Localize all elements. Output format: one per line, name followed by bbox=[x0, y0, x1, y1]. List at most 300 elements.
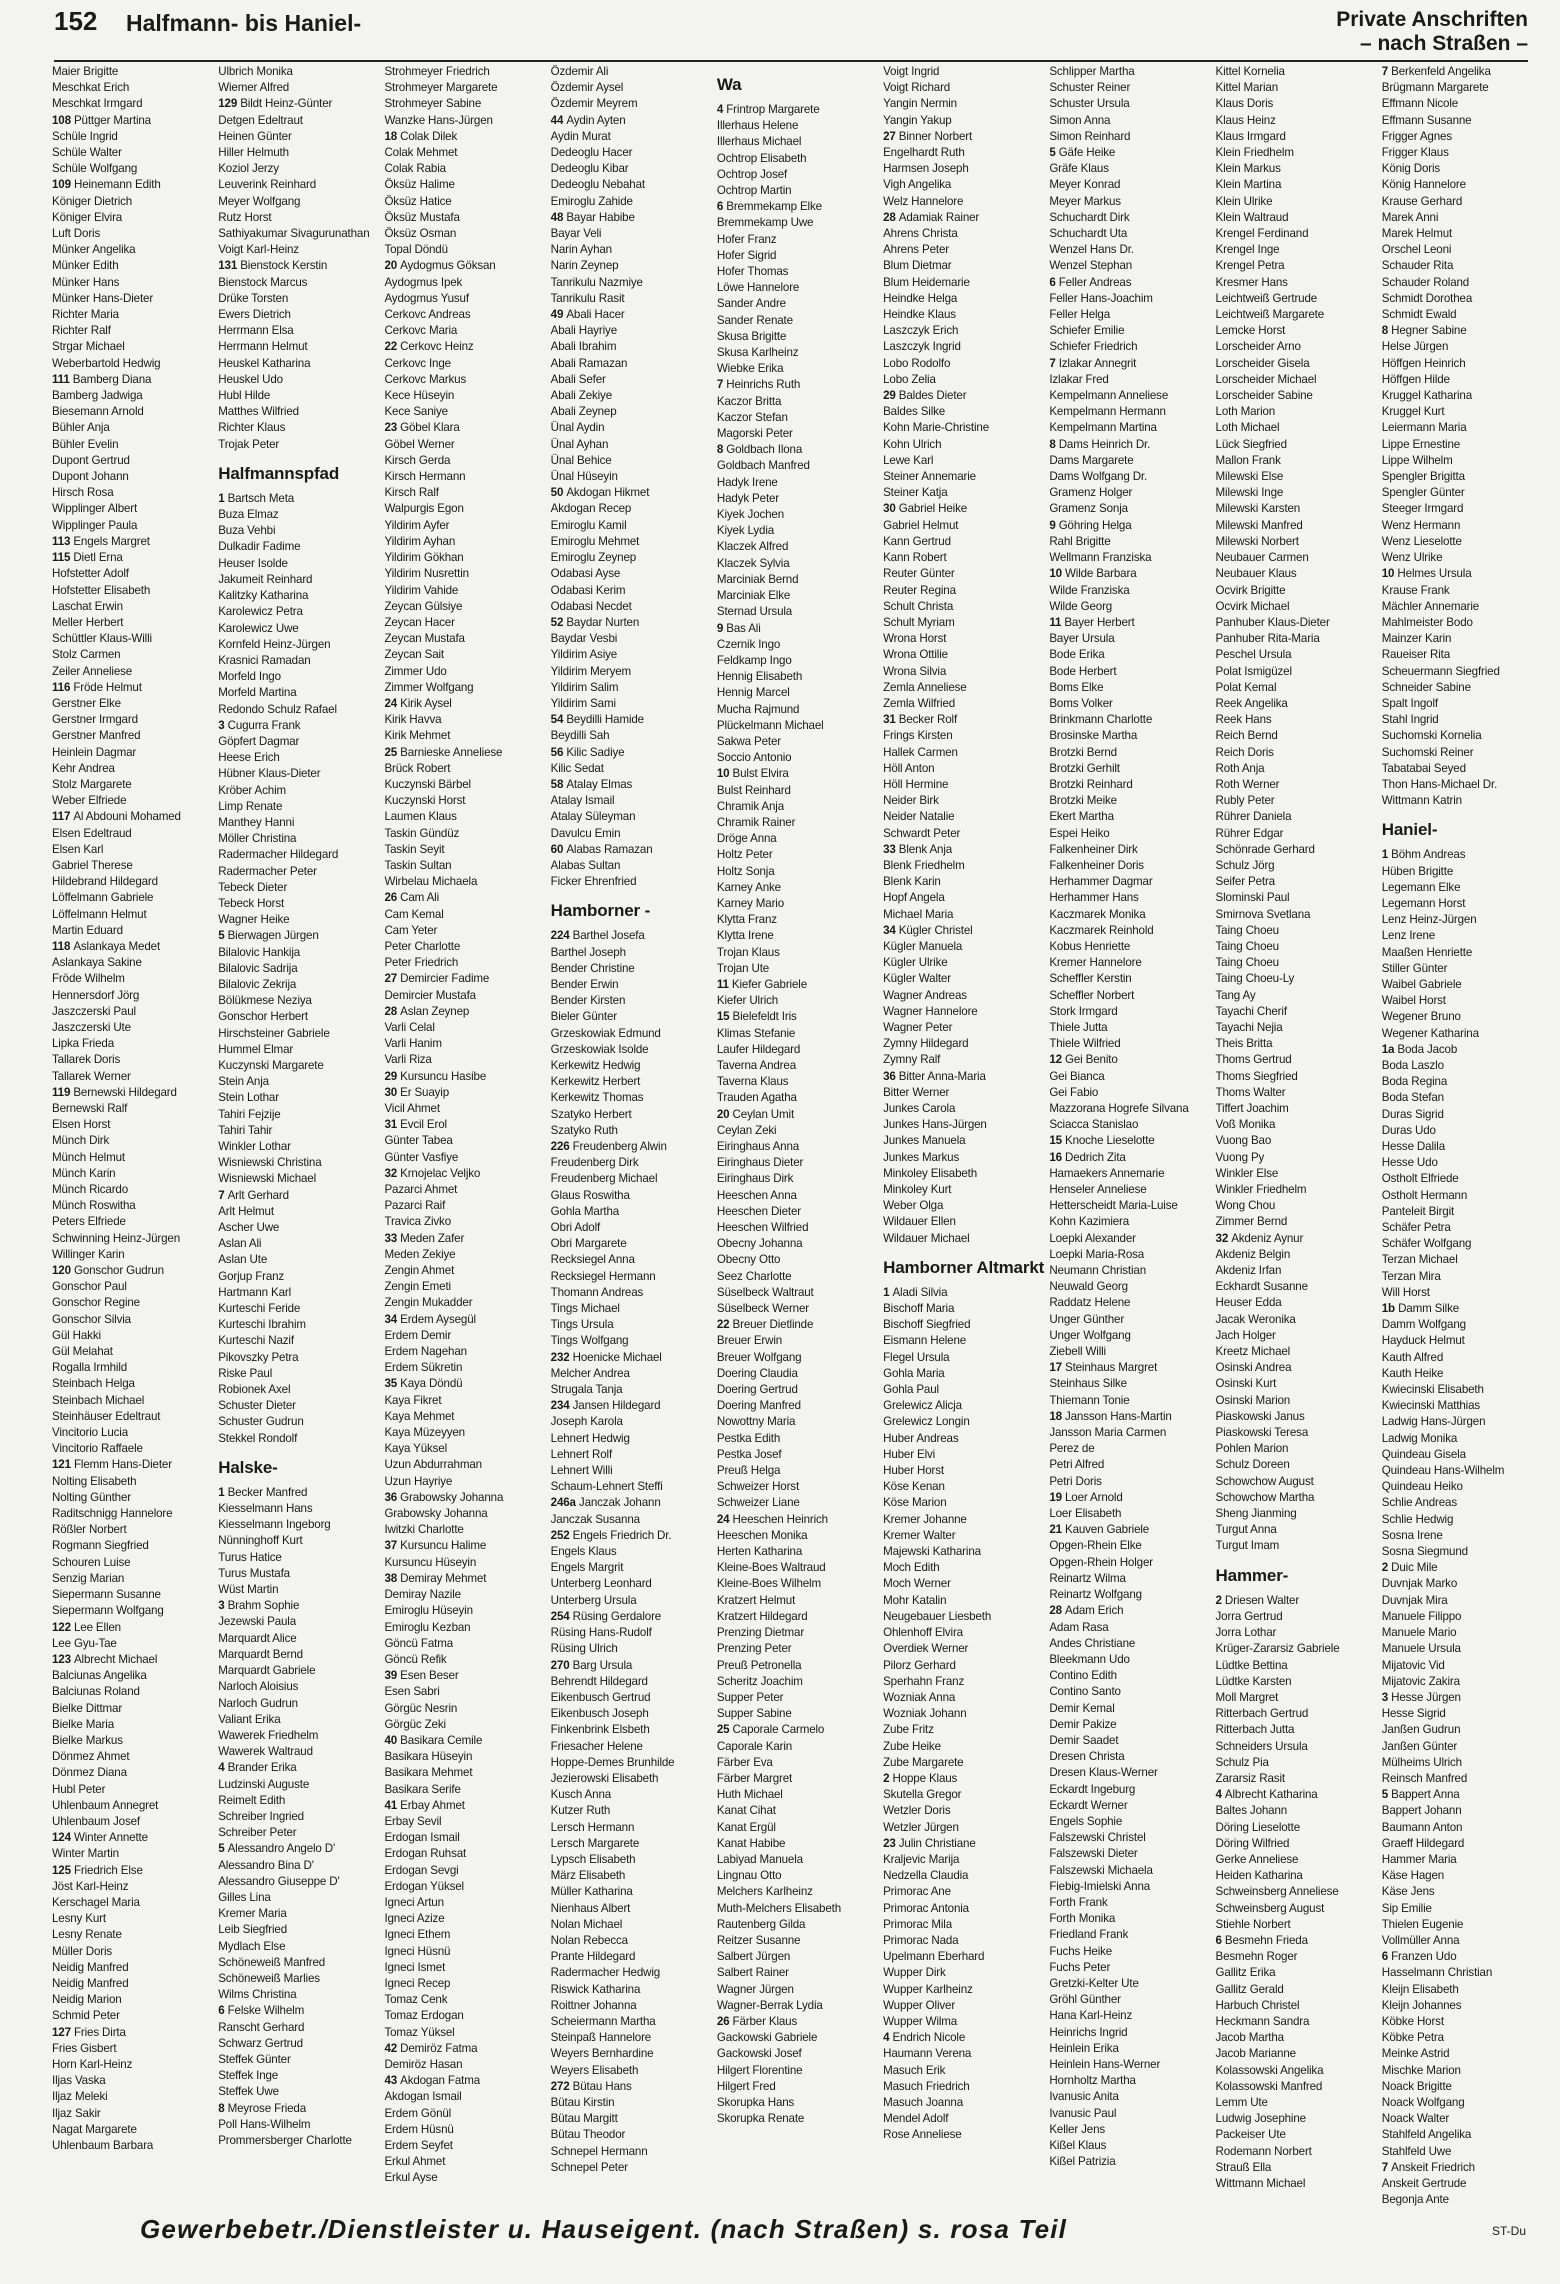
directory-entry: Kaya Yüksel bbox=[384, 1442, 448, 1456]
directory-entry: Lypsch Elisabeth bbox=[550, 1852, 636, 1866]
directory-entry: Primorac Antonia bbox=[883, 1901, 969, 1915]
directory-entry: Skusa Brigitte bbox=[716, 329, 787, 343]
resident-name: Bayer Herbert bbox=[1064, 615, 1135, 629]
directory-entry: Göncü Fatma bbox=[384, 1636, 454, 1650]
directory-entry: Tanrikulu Rasit bbox=[550, 291, 625, 305]
directory-entry: Joseph Karola bbox=[550, 1415, 623, 1429]
directory-entry: Kanat Ergül bbox=[716, 1820, 776, 1834]
directory-entry: Klaczek Sylvia bbox=[716, 556, 790, 570]
directory-entry: Taing Choeu bbox=[1215, 923, 1279, 937]
directory-entry bbox=[883, 129, 1043, 145]
directory-entry: Abali Ibrahim bbox=[550, 340, 617, 354]
resident-name: Göbel Klara bbox=[400, 421, 460, 435]
directory-entry: Maaßen Henriette bbox=[1381, 945, 1473, 959]
resident-name: Gonschor Gudrun bbox=[73, 1264, 164, 1278]
directory-columns bbox=[52, 64, 1542, 2207]
house-number: 10 bbox=[716, 767, 733, 781]
directory-entry bbox=[52, 177, 212, 193]
house-number: 125 bbox=[52, 1863, 74, 1877]
directory-entry: Reinsch Manfred bbox=[1381, 1771, 1468, 1785]
directory-entry: Simon Anna bbox=[1049, 113, 1111, 127]
house-number: 15 bbox=[1049, 1134, 1065, 1148]
directory-entry: Duras Sigrid bbox=[1381, 1107, 1444, 1121]
house-number: 30 bbox=[883, 502, 899, 516]
directory-entry: Siepermann Wolfgang bbox=[52, 1604, 164, 1618]
resident-name: Abali Hacer bbox=[566, 308, 625, 322]
directory-entry: Baydar Vesbi bbox=[550, 632, 618, 646]
directory-entry: Kleine-Boes Waltraud bbox=[716, 1561, 826, 1575]
resident-name: Hesse Jürgen bbox=[1391, 1690, 1461, 1704]
directory-entry: Harmsen Joseph bbox=[883, 162, 969, 176]
directory-entry: Mainzer Karin bbox=[1381, 632, 1452, 646]
directory-entry: Heuskel Udo bbox=[218, 372, 283, 386]
page-range: Halfmann- bis Haniel- bbox=[126, 10, 362, 36]
directory-entry: Tings Ursula bbox=[550, 1318, 614, 1332]
directory-entry: Rogmann Siegfried bbox=[52, 1539, 149, 1553]
directory-entry: Schowchow August bbox=[1215, 1474, 1314, 1488]
directory-entry: Schult Myriam bbox=[883, 615, 955, 629]
directory-entry bbox=[1049, 1052, 1209, 1068]
directory-entry: Hirschsteiner Gabriele bbox=[218, 1026, 330, 1040]
directory-entry: Packeiser Ute bbox=[1215, 2128, 1286, 2142]
directory-entry: Kehr Andrea bbox=[52, 761, 115, 775]
directory-entry: Roittner Johanna bbox=[550, 1998, 637, 2012]
directory-entry: Taverna Klaus bbox=[716, 1075, 789, 1089]
directory-entry: Höffgen Heinrich bbox=[1381, 356, 1466, 370]
house-number: 224 bbox=[550, 929, 573, 943]
directory-entry: Wrona Silvia bbox=[883, 664, 947, 678]
directory-entry: Grzeskowiak Edmund bbox=[550, 1026, 661, 1040]
directory-entry bbox=[551, 1139, 711, 1155]
house-number: 10 bbox=[1381, 567, 1398, 581]
directory-entry: Marek Anni bbox=[1381, 210, 1439, 224]
directory-entry: Taing Choeu bbox=[1215, 956, 1279, 970]
directory-entry: Schuster Reiner bbox=[1049, 81, 1131, 95]
resident-name: Erbay Ahmet bbox=[400, 1798, 465, 1812]
house-number: 8 bbox=[1049, 437, 1059, 451]
directory-entry: Gretzki-Kelter Ute bbox=[1049, 1976, 1139, 1990]
resident-name: Fröde Helmut bbox=[73, 680, 142, 694]
resident-name: Julin Christiane bbox=[898, 1836, 976, 1850]
directory-entry: Erdogan Ismail bbox=[384, 1831, 460, 1845]
directory-entry: Zube Heike bbox=[883, 1739, 941, 1753]
directory-entry: Cerkovc Markus bbox=[384, 372, 467, 386]
resident-name: Baldes Dieter bbox=[898, 389, 967, 403]
directory-entry: Neidig Marion bbox=[52, 1993, 122, 2007]
directory-entry: Kuczynski Margarete bbox=[218, 1058, 324, 1072]
directory-entry: Peter Friedrich bbox=[384, 956, 459, 970]
directory-entry: Abali Ramazan bbox=[550, 356, 628, 370]
directory-entry: Thielen Eugenie bbox=[1381, 1917, 1464, 1931]
directory-entry: Meschkat Irmgard bbox=[52, 97, 143, 111]
directory-entry bbox=[384, 1312, 544, 1328]
house-number: 36 bbox=[384, 1490, 401, 1504]
directory-entry: Ochtrop Elisabeth bbox=[716, 151, 807, 165]
directory-entry: Laschat Erwin bbox=[52, 599, 123, 613]
directory-entry: Mülheims Ulrich bbox=[1381, 1755, 1462, 1769]
directory-entry: Bayer Ursula bbox=[1049, 632, 1115, 646]
directory-entry: Emiroglu Kezban bbox=[384, 1620, 471, 1634]
directory-entry bbox=[384, 1733, 544, 1749]
directory-entry: Polat Ismigüzel bbox=[1215, 664, 1292, 678]
directory-entry: Höffgen Hilde bbox=[1381, 372, 1450, 386]
directory-entry: Kerkewitz Hedwig bbox=[550, 1058, 641, 1072]
directory-entry: Zengin Ahmet bbox=[384, 1264, 455, 1278]
directory-entry: Zymny Ralf bbox=[883, 1053, 941, 1067]
directory-entry: Morfeld Ingo bbox=[218, 670, 281, 684]
directory-entry: Krause Frank bbox=[1381, 583, 1450, 597]
directory-entry: Colak Mehmet bbox=[384, 146, 458, 160]
directory-entry: Lesny Kurt bbox=[52, 1912, 106, 1926]
directory-entry: Jorra Gertrud bbox=[1215, 1609, 1283, 1623]
directory-entry: Matthes Wilfried bbox=[218, 405, 299, 419]
directory-entry: Varli Celal bbox=[384, 1020, 435, 1034]
directory-entry: Begonja Ante bbox=[1381, 2193, 1449, 2207]
directory-entry: Kittel Kornelia bbox=[1215, 65, 1285, 78]
directory-entry: Keller Jens bbox=[1049, 2122, 1106, 2136]
directory-entry: Lorscheider Sabine bbox=[1215, 389, 1313, 403]
directory-entry: Günter Vasfiye bbox=[384, 1150, 459, 1164]
directory-entry: Uhlenbaum Annegret bbox=[52, 1798, 159, 1812]
street-heading: Halfmannspfad bbox=[218, 463, 340, 483]
directory-entry: Friesacher Helene bbox=[550, 1739, 643, 1753]
directory-entry: Ahrens Christa bbox=[883, 227, 958, 241]
house-number: 60 bbox=[550, 842, 567, 856]
directory-entry: Bühler Anja bbox=[52, 421, 110, 435]
directory-entry: Gröhl Günther bbox=[1049, 1993, 1121, 2007]
directory-entry: Jacak Weronika bbox=[1215, 1312, 1296, 1326]
directory-entry: Nolting Günther bbox=[52, 1490, 131, 1504]
directory-entry: Ivanusic Anita bbox=[1049, 2090, 1119, 2104]
directory-entry: Will Horst bbox=[1381, 1285, 1430, 1299]
directory-entry: Radermacher Hildegard bbox=[218, 848, 339, 862]
directory-entry bbox=[384, 420, 544, 436]
directory-entry: Gül Melahat bbox=[52, 1345, 113, 1359]
directory-entry: Blum Dietmar bbox=[883, 259, 952, 273]
directory-entry bbox=[52, 1085, 212, 1101]
directory-entry: Doering Gertrud bbox=[716, 1383, 798, 1397]
directory-entry: Heiden Katharina bbox=[1215, 1869, 1303, 1883]
directory-entry: Obecny Johanna bbox=[716, 1237, 803, 1251]
directory-entry: Gohla Maria bbox=[883, 1366, 945, 1380]
resident-name: Fries Dirta bbox=[73, 2025, 126, 2039]
resident-name: Erdem Aysegül bbox=[400, 1312, 476, 1326]
directory-entry: Balciunas Roland bbox=[52, 1685, 140, 1699]
directory-entry: Piaskowski Teresa bbox=[1215, 1426, 1309, 1440]
directory-entry: Krasnici Ramadan bbox=[218, 653, 311, 667]
resident-name: Winter Annette bbox=[73, 1831, 148, 1845]
directory-entry: Löffelmann Helmut bbox=[52, 907, 147, 921]
directory-entry: Demir Saadet bbox=[1049, 1733, 1119, 1747]
directory-entry: Besmehn Roger bbox=[1215, 1950, 1298, 1964]
house-number: 3 bbox=[218, 718, 228, 732]
directory-entry: Kirsch Gerda bbox=[384, 453, 451, 467]
directory-entry: Köbke Horst bbox=[1381, 2014, 1444, 2028]
directory-entry: Kempelmann Hermann bbox=[1049, 405, 1166, 419]
directory-entry: Tang Ay bbox=[1215, 988, 1256, 1002]
directory-entry: Kirik Havva bbox=[384, 713, 442, 727]
directory-entry: Falszewski Dieter bbox=[1049, 1847, 1138, 1861]
directory-entry bbox=[1049, 1150, 1209, 1166]
directory-entry: Masuch Joanna bbox=[883, 2095, 963, 2109]
directory-entry: Lewe Karl bbox=[883, 453, 934, 467]
directory-entry bbox=[384, 339, 544, 355]
directory-entry bbox=[551, 1398, 711, 1414]
directory-entry: Balciunas Angelika bbox=[52, 1669, 147, 1683]
directory-entry: Boms Volker bbox=[1049, 696, 1113, 710]
directory-entry: Manuele Filippo bbox=[1381, 1609, 1462, 1623]
house-number: 123 bbox=[52, 1652, 74, 1666]
directory-entry bbox=[384, 1004, 544, 1020]
directory-entry: Loepki Alexander bbox=[1049, 1231, 1136, 1245]
directory-entry bbox=[1049, 275, 1209, 291]
directory-column bbox=[1049, 64, 1209, 2194]
directory-entry: Elsen Edeltraud bbox=[52, 826, 132, 840]
house-number: 26 bbox=[716, 2014, 733, 2028]
directory-entry: Sosna Irene bbox=[1381, 1528, 1443, 1542]
directory-entry: Meyer Markus bbox=[1049, 194, 1121, 208]
directory-entry: Baltes Johann bbox=[1215, 1804, 1288, 1818]
directory-entry bbox=[218, 2101, 378, 2117]
directory-entry: Turus Mustafa bbox=[218, 1566, 290, 1580]
directory-entry: Basikara Mehmet bbox=[384, 1766, 473, 1780]
directory-entry: Tabatabai Seyed bbox=[1381, 761, 1466, 775]
directory-entry: Schowchow Martha bbox=[1215, 1490, 1315, 1504]
directory-entry: März Elisabeth bbox=[550, 1869, 626, 1883]
directory-entry bbox=[384, 2041, 544, 2057]
directory-entry: Yildirim Sami bbox=[550, 696, 616, 710]
directory-entry: Heuser Edda bbox=[1215, 1296, 1282, 1310]
directory-entry bbox=[1216, 1231, 1376, 1247]
directory-entry: Schult Christa bbox=[883, 599, 954, 613]
directory-entry: Rößler Norbert bbox=[52, 1523, 127, 1537]
directory-entry: Gackowski Gabriele bbox=[716, 2031, 818, 2045]
directory-entry: Chramik Anja bbox=[716, 799, 785, 813]
directory-entry: Eismann Helene bbox=[883, 1334, 967, 1348]
resident-name: Cerkovc Heinz bbox=[400, 340, 474, 354]
directory-entry: Krengel Ferdinand bbox=[1215, 227, 1309, 241]
directory-entry: Engels Sophie bbox=[1049, 1814, 1123, 1828]
directory-entry bbox=[52, 1620, 212, 1636]
directory-entry: Petri Alfred bbox=[1049, 1458, 1105, 1472]
directory-entry: Pikovszky Petra bbox=[218, 1350, 299, 1364]
directory-entry: Cerkovc Inge bbox=[384, 356, 451, 370]
directory-entry: Nienhaus Albert bbox=[550, 1901, 631, 1915]
directory-entry: Barthel Joseph bbox=[550, 945, 626, 959]
directory-entry: Brück Robert bbox=[384, 761, 451, 775]
directory-entry: Bölükmese Neziya bbox=[218, 994, 312, 1008]
directory-entry bbox=[1049, 566, 1209, 582]
directory-entry: Meller Herbert bbox=[52, 615, 124, 629]
directory-entry: Maier Brigitte bbox=[52, 65, 119, 78]
directory-entry: Stahlfeld Angelika bbox=[1381, 2128, 1472, 2142]
directory-entry: Schüttler Klaus-Willi bbox=[52, 632, 152, 646]
resident-name: Engels Margret bbox=[73, 534, 150, 548]
directory-entry: Strgar Michael bbox=[52, 340, 125, 354]
house-number: 24 bbox=[384, 696, 401, 710]
directory-entry: Winkler Lothar bbox=[218, 1140, 291, 1153]
directory-entry: Schlipper Martha bbox=[1049, 65, 1135, 78]
directory-entry bbox=[384, 258, 544, 274]
directory-entry: Aydogmus Yusuf bbox=[384, 291, 469, 305]
resident-name: Bulst Elvira bbox=[732, 767, 789, 781]
directory-entry: Freudenberg Michael bbox=[550, 1172, 658, 1186]
directory-entry: Igneci Recep bbox=[384, 1976, 451, 1990]
directory-entry: Heuskel Katharina bbox=[218, 356, 311, 370]
directory-entry: Skorupka Hans bbox=[716, 2095, 795, 2109]
house-number: 11 bbox=[1049, 615, 1065, 629]
directory-entry: Jansson Maria Carmen bbox=[1049, 1426, 1167, 1440]
street-heading: Haniel- bbox=[1381, 820, 1438, 840]
directory-entry: Bilalovic Sadrija bbox=[218, 961, 298, 975]
directory-entry: Engels Margrit bbox=[550, 1561, 624, 1575]
directory-entry: Riswick Katharina bbox=[550, 1982, 641, 1996]
directory-entry bbox=[52, 680, 212, 696]
resident-name: Franzen Udo bbox=[1391, 1950, 1457, 1964]
directory-entry: Quindeau Hans-Wilhelm bbox=[1381, 1464, 1505, 1478]
resident-name: Besmehn Frieda bbox=[1224, 1933, 1308, 1947]
directory-entry: Junkes Carola bbox=[883, 1102, 956, 1115]
directory-entry: Salbert Rainer bbox=[716, 1966, 789, 1980]
directory-entry: Vuong Bao bbox=[1215, 1134, 1272, 1148]
directory-entry: Minkoley Elisabeth bbox=[883, 1166, 978, 1180]
directory-entry: Kruggel Katharina bbox=[1381, 389, 1473, 403]
directory-entry: Kraljevic Marija bbox=[883, 1852, 960, 1866]
resident-name: Damm Silke bbox=[1398, 1302, 1460, 1316]
directory-entry: Heese Erich bbox=[218, 751, 280, 765]
directory-entry: Erkul Ayse bbox=[384, 2171, 438, 2185]
directory-entry: Wagner Jürgen bbox=[716, 1982, 794, 1996]
directory-entry: Demircier Mustafa bbox=[384, 988, 476, 1002]
directory-entry bbox=[384, 1376, 544, 1392]
directory-entry: Münker Angelika bbox=[52, 243, 136, 257]
resident-name: Feller Andreas bbox=[1058, 275, 1132, 289]
directory-entry: Breuer Erwin bbox=[716, 1334, 783, 1348]
directory-entry: Harbuch Christel bbox=[1215, 1998, 1300, 2012]
house-number: 54 bbox=[550, 713, 567, 727]
directory-entry: Gramenz Sonja bbox=[1049, 502, 1128, 516]
resident-name: Akdogan Fatma bbox=[400, 2074, 481, 2088]
directory-entry: Stiller Günter bbox=[1381, 961, 1448, 975]
directory-entry: Sheng Jianming bbox=[1215, 1507, 1297, 1521]
directory-entry: Blum Heidemarie bbox=[883, 275, 970, 289]
directory-entry: Weber Olga bbox=[883, 1199, 944, 1213]
directory-entry: Engels Klaus bbox=[550, 1545, 617, 1559]
directory-entry: Baumann Anton bbox=[1381, 1820, 1463, 1834]
directory-entry: Münch Ricardo bbox=[52, 1183, 129, 1197]
directory-entry: Rüsing Ulrich bbox=[550, 1642, 618, 1656]
directory-entry: Kirsch Hermann bbox=[384, 470, 466, 484]
resident-name: Bildt Heinz-Günter bbox=[240, 97, 333, 111]
directory-entry: Gonschor Silvia bbox=[52, 1312, 131, 1326]
directory-entry: Meyer Wolfgang bbox=[218, 194, 301, 208]
directory-entry: Hiller Helmuth bbox=[218, 146, 289, 160]
directory-entry: Kremer Maria bbox=[218, 1907, 287, 1921]
directory-entry: Martin Eduard bbox=[52, 923, 123, 937]
directory-entry bbox=[1049, 437, 1209, 453]
house-number: 29 bbox=[384, 1069, 401, 1083]
resident-name: Heinrichs Ruth bbox=[726, 378, 801, 392]
section-title-line1: Private Anschriften bbox=[1336, 8, 1528, 31]
directory-entry: Schwarz Gertrud bbox=[218, 2036, 303, 2050]
house-number: 35 bbox=[384, 1377, 401, 1391]
directory-entry: Wegener Bruno bbox=[1381, 1010, 1461, 1024]
directory-entry bbox=[883, 501, 1043, 517]
directory-entry: Junkes Hans-Jürgen bbox=[883, 1118, 987, 1132]
directory-entry: Weber Elfriede bbox=[52, 794, 127, 808]
directory-entry: Uzun Abdurrahman bbox=[384, 1458, 482, 1472]
directory-entry: Tomaz Cenk bbox=[384, 1993, 448, 2007]
directory-entry: Spalt Ingolf bbox=[1381, 696, 1438, 710]
directory-entry: Kusch Anna bbox=[550, 1788, 612, 1802]
directory-entry: Marciniak Elke bbox=[716, 589, 791, 603]
resident-name: Caporale Carmelo bbox=[732, 1723, 825, 1737]
street-heading: Halske- bbox=[218, 1457, 278, 1477]
directory-entry: Kresmer Hans bbox=[1215, 275, 1288, 289]
section-title-line2: – nach Straßen – bbox=[1359, 32, 1528, 55]
directory-entry: Yildirim Asiye bbox=[550, 648, 618, 662]
directory-entry: Melchers Karlheinz bbox=[716, 1885, 813, 1899]
house-number: 9 bbox=[716, 621, 727, 635]
directory-entry: Cam Yeter bbox=[384, 923, 438, 937]
directory-entry: Vigh Angelika bbox=[883, 178, 952, 192]
resident-name: Albrecht Michael bbox=[73, 1652, 158, 1666]
directory-entry bbox=[883, 923, 1043, 939]
directory-entry: Hartmann Karl bbox=[218, 1285, 292, 1299]
directory-entry: Zengin Mukadder bbox=[384, 1296, 473, 1310]
directory-entry: Eckardt Ingeburg bbox=[1049, 1782, 1136, 1796]
directory-entry: Roth Werner bbox=[1215, 777, 1280, 791]
house-number: 232 bbox=[550, 1350, 573, 1364]
directory-entry: Henseler Anneliese bbox=[1049, 1183, 1147, 1197]
directory-entry bbox=[717, 1512, 877, 1528]
directory-entry: Milewski Norbert bbox=[1215, 534, 1299, 548]
directory-entry: Dupont Johann bbox=[52, 470, 129, 484]
section-title bbox=[1336, 8, 1528, 56]
directory-entry: Milewski Inge bbox=[1215, 486, 1284, 500]
directory-entry: Klaus Doris bbox=[1215, 97, 1274, 111]
directory-entry: Hildebrand Hildegard bbox=[52, 875, 158, 889]
directory-entry: Münker Edith bbox=[52, 259, 119, 273]
directory-entry: Lück Siegfried bbox=[1215, 437, 1287, 451]
directory-entry: Grelewicz Longin bbox=[883, 1415, 970, 1429]
resident-name: Arlt Gerhard bbox=[227, 1188, 289, 1202]
directory-entry: Noack Wolfgang bbox=[1381, 2095, 1465, 2109]
directory-entry: Schaum-Lehnert Steffi bbox=[550, 1480, 663, 1494]
directory-entry: Ünal Ayhan bbox=[550, 437, 609, 451]
directory-entry: Käse Jens bbox=[1381, 1885, 1435, 1899]
resident-name: Bielefeldt Iris bbox=[732, 1010, 797, 1024]
house-number: 25 bbox=[716, 1723, 733, 1737]
directory-entry: Cerkovc Andreas bbox=[384, 308, 471, 322]
directory-column bbox=[1381, 64, 1542, 2207]
directory-entry: Seifer Petra bbox=[1215, 875, 1275, 889]
directory-entry: Travica Zivko bbox=[384, 1215, 451, 1229]
directory-entry: Wrona Horst bbox=[883, 632, 947, 646]
directory-entry: Gabriel Therese bbox=[52, 858, 133, 872]
directory-entry: Herrmann Helmut bbox=[218, 340, 308, 354]
directory-entry: Waibel Gabriele bbox=[1381, 977, 1462, 991]
directory-entry: Illerhaus Michael bbox=[716, 135, 802, 149]
directory-entry: Boda Laszlo bbox=[1381, 1058, 1444, 1072]
directory-entry: Zube Fritz bbox=[883, 1723, 934, 1737]
directory-entry: Hofer Sigrid bbox=[716, 248, 777, 262]
directory-entry: Thiele Wilfried bbox=[1049, 1037, 1121, 1051]
directory-entry: Steinbach Michael bbox=[52, 1393, 145, 1407]
directory-entry: Opgen-Rhein Elke bbox=[1049, 1539, 1142, 1553]
directory-entry: Czernik Ingo bbox=[716, 637, 781, 651]
directory-entry: Eikenbusch Joseph bbox=[550, 1707, 649, 1721]
